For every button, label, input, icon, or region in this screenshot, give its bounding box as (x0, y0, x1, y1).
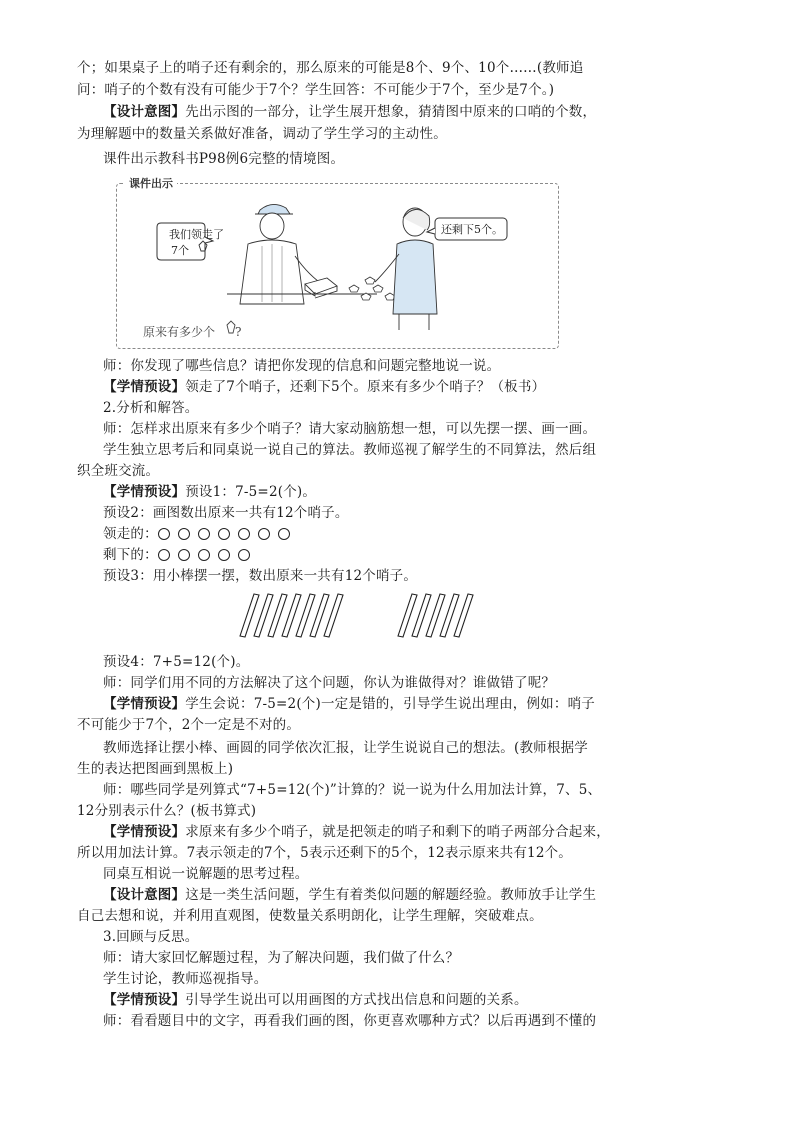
student-preset-tag: 【学情预设】 (103, 484, 186, 500)
circle-mark (198, 528, 210, 540)
scene-drawing (117, 184, 560, 350)
text-line (103, 377, 545, 397)
text-span: 领走了7个哨子，还剩下5个。原来有多少个哨子？（板书） (185, 379, 546, 395)
text-line: 学生讨论，教师巡视指导。 (103, 971, 268, 987)
student-preset-tag: 【学情预设】 (103, 992, 186, 1008)
text-line: 教师选择让摆小棒、画圆的同学依次汇报，让学生说说自己的想法。(教师根据学 (103, 740, 588, 756)
text-line: 师：怎样求出原来有多少个哨子？请大家动脑筋想一想，可以先摆一摆、画一画。 (103, 421, 597, 437)
text-line: 所以用加法计算。7表示领走的7个，5表示还剩下的5个，12表示原来共有12个。 (77, 845, 573, 861)
text-line: 预设3：用小棒摆一摆，数出原来一共有12个哨子。 (103, 568, 418, 584)
circle-mark (158, 528, 170, 540)
text-line (103, 482, 316, 502)
text-span: 求原来有多少个哨子，就是把领走的哨子和剩下的哨子两部分合起来， (185, 824, 610, 840)
text-line: 领走的： (103, 526, 158, 542)
text-line (103, 102, 596, 122)
design-intent-tag: 【设计意图】 (103, 887, 186, 903)
text-span: 这是一类生活问题，学生有着类似问题的解题经验。教师放手让学生 (185, 887, 597, 903)
circle-mark (238, 528, 250, 540)
text-line: 12分别表示什么？(板书算式) (77, 803, 257, 819)
circle-mark (218, 528, 230, 540)
question-text: 原来有多少个 (143, 325, 216, 339)
text-line: 剩下的： (103, 547, 158, 563)
left-circles-row (158, 545, 268, 565)
circle-mark (218, 549, 230, 561)
text-line: 为理解题中的数量关系做好准备，调动了学生学习的主动性。 (77, 126, 447, 142)
text-span: 预设1：7-5=2(个)。 (185, 484, 317, 500)
text-line: 学生独立思考后和同桌说一说自己的算法。教师巡视了解学生的不同算法，然后组 (103, 442, 597, 458)
text-span: 先出示图的一部分，让学生展开想象，猜猜图中原来的口哨的个数， (185, 104, 597, 120)
text-line (103, 885, 596, 905)
bubble-right-text: 还剩下5个。 (441, 223, 503, 236)
bubble-left-line1: 我们领走了 (169, 228, 224, 241)
bubble-left-line2: 7个 (171, 244, 189, 257)
student-preset-tag: 【学情预设】 (103, 824, 186, 840)
text-line: 师：哪些同学是列算式“7+5=12(个)”计算的？说一说为什么用加法计算，7、5、 (103, 782, 602, 798)
text-line (103, 694, 595, 714)
whistle-icon (227, 321, 235, 333)
text-line: 2.分析和解答。 (103, 400, 199, 416)
circle-mark (158, 549, 170, 561)
taken-circles-row (158, 524, 308, 544)
student-preset-tag: 【学情预设】 (103, 696, 186, 712)
sticks-figure (238, 590, 488, 640)
circle-mark (258, 528, 270, 540)
text-line: 生的表达把图画到黑板上) (77, 761, 234, 777)
svg-text:?: ? (235, 325, 242, 339)
circle-mark (178, 549, 190, 561)
text-line: 不可能少于7个，2个一定是不对的。 (77, 717, 301, 733)
text-line: 个；如果桌子上的哨子还有剩余的，那么原来的可能是8个、9个、10个……(教师追 (77, 60, 584, 76)
text-line: 预设2：画图数出原来一共有12个哨子。 (103, 505, 349, 521)
text-line: 预设4：7+5=12(个)。 (103, 654, 250, 670)
courseware-tab: 课件出示 (125, 175, 177, 191)
text-line: 3.回顾与反思。 (103, 929, 199, 945)
design-intent-tag: 【设计意图】 (103, 104, 186, 120)
student-preset-tag: 【学情预设】 (103, 379, 186, 395)
text-line: 同桌互相说一说解题的思考过程。 (103, 866, 309, 882)
courseware-illustration (116, 177, 559, 349)
text-line: 织全班交流。 (77, 463, 160, 479)
text-line: 自己去想和说，并利用直观图，使数量关系明朗化，让学生理解，突破难点。 (77, 908, 543, 924)
text-line: 师：看看题目中的文字，再看我们画的图，你更喜欢哪种方式？以后再遇到不懂的 (103, 1013, 597, 1029)
circle-mark (278, 528, 290, 540)
text-line: 师：请大家回忆解题过程，为了解决问题，我们做了什么？ (103, 950, 460, 966)
text-line: 师：同学们用不同的方法解决了这个问题，你认为谁做得对？谁做错了呢？ (103, 675, 556, 691)
circle-mark (198, 549, 210, 561)
text-line: 问：哨子的个数有没有可能少于7个？学生回答：不可能少于7个，至少是7个。) (77, 82, 555, 98)
text-line (103, 822, 610, 842)
text-line (103, 990, 528, 1010)
text-line: 课件出示教科书P98例6完整的情境图。 (103, 151, 345, 167)
text-span: 引导学生说出可以用画图的方式找出信息和问题的关系。 (185, 992, 528, 1008)
circle-mark (178, 528, 190, 540)
text-line: 师：你发现了哪些信息？请把你发现的信息和问题完整地说一说。 (103, 358, 501, 374)
text-span: 学生会说：7-5=2(个)一定是错的，引导学生说出理由，例如：哨子 (185, 696, 595, 712)
circle-mark (238, 549, 250, 561)
